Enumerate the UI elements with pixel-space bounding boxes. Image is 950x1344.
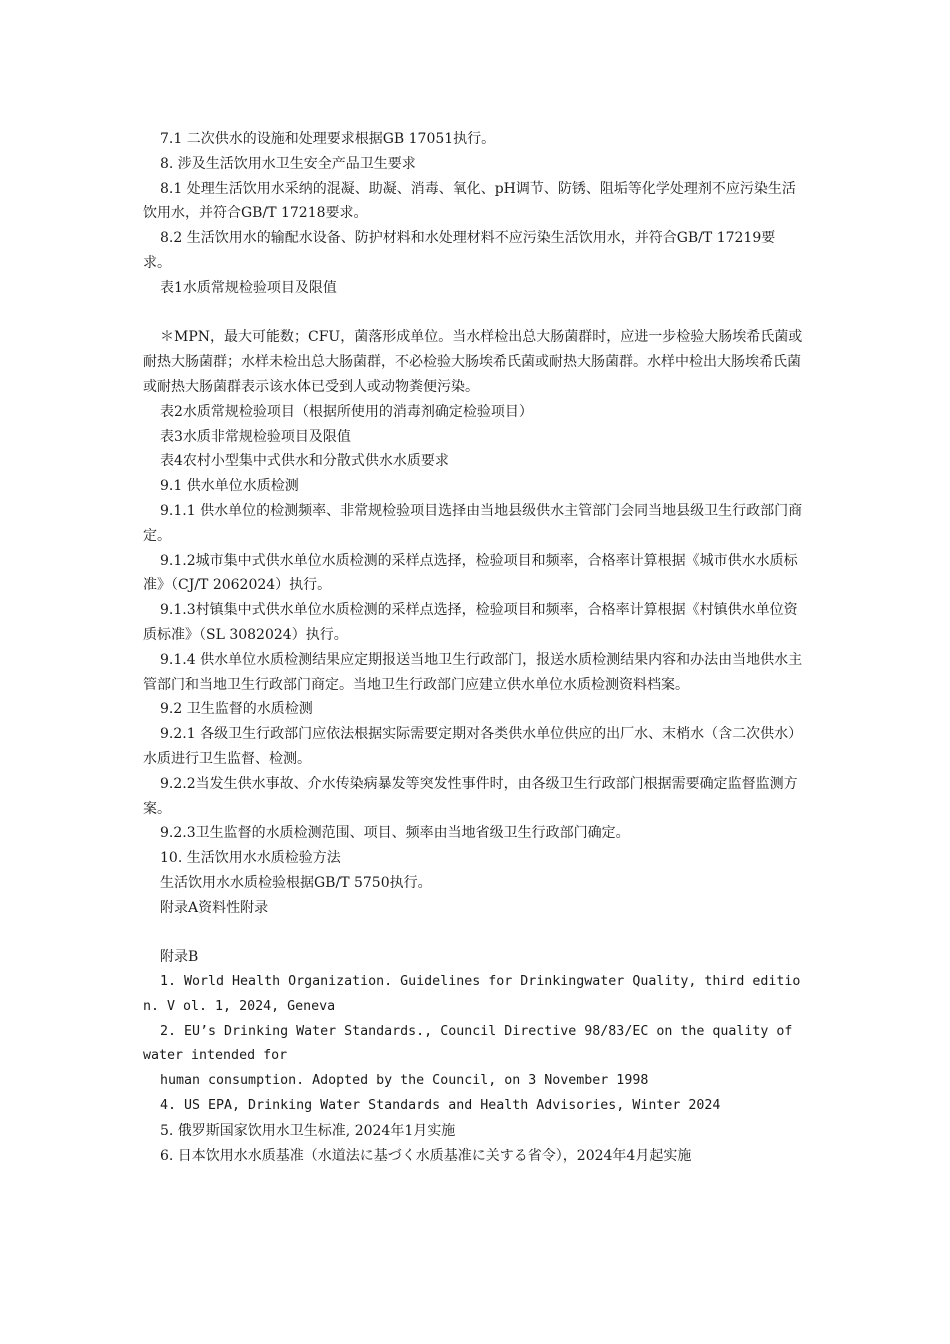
section-9-1-1: 9.1.1 供水单位的检测频率、非常规检验项目选择由当地县级供水主管部门会同当地县级卫生行政部门商定。: [143, 502, 803, 544]
appendix-a-heading: 附录A资料性附录: [160, 899, 269, 916]
table-1-caption: 表1水质常规检验项目及限值: [160, 279, 337, 296]
appendix-b-heading: 附录B: [160, 949, 199, 966]
reference-6: 6. 日本饮用水水质基准（水道法に基づく水质基准に关する省令），2024年4月起实施: [160, 1147, 692, 1164]
section-8-1: 8.1 处理生活饮用水采纳的混凝、助凝、消毒、氧化、pH调节、防锈、阻垢等化学处理剂不应污染生活饮用水，并符合GB/T 17218要求。: [143, 180, 796, 222]
section-9-2-3: 9.2.3卫生监督的水质检测范围、项目、频率由当地省级卫生行政部门确定。: [160, 825, 630, 842]
section-9-1-heading: 9.1 供水单位水质检测: [160, 478, 299, 495]
section-9-1-3: 9.1.3村镇集中式供水单位水质检测的采样点选择，检验项目和频率，合格率计算根据《村镇供水单位资质标准》（SL 3082024）执行。: [143, 602, 798, 643]
spacer: [143, 921, 803, 946]
table-2-caption: 表2水质常规检验项目（根据所使用的消毒剂确定检验项目）: [160, 403, 533, 420]
reference-2: 2. EU’s Drinking Water Standards., Council Directive 98/83/EC on the quality of water intended for: [143, 1023, 793, 1064]
reference-2-continued: human consumption. Adopted by the Council, on 3 November 1998: [160, 1073, 649, 1089]
section-8-heading: 8. 涉及生活饮用水卫生安全产品卫生要求: [160, 155, 416, 172]
section-9-2-2: 9.2.2当发生供水事故、介水传染病暴发等突发性事件时，由各级卫生行政部门根据需要确定监督监测方案。: [143, 775, 798, 817]
section-8-2: 8.2 生活饮用水的输配水设备、防护材料和水处理材料不应污染生活饮用水，并符合GB/T 17219要求。: [143, 230, 776, 271]
section-9-2-1: 9.2.1 各级卫生行政部门应依法根据实际需要定期对各类供水单位供应的出厂水、末梢水（含二次供水）水质进行卫生监督、检测。: [143, 726, 803, 767]
section-10-heading: 10. 生活饮用水水质检验方法: [160, 850, 341, 867]
reference-1: 1. World Health Organization. Guidelines for Drinkingwater Quality, third edition. V ol. 1, 2024, Geneva: [143, 974, 801, 1014]
section-10-body: 生活饮用水水质检验根据GB/T 5750执行。: [160, 874, 432, 891]
reference-5: 5. 俄罗斯国家饮用水卫生标准, 2024年1月实施: [160, 1122, 456, 1139]
table-1-footnote: ＊MPN，最大可能数；CFU，菌落形成单位。当水样检出总大肠菌群时，应进一步检验大肠埃希氏菌或耐热大肠菌群；水样未检出总大肠菌群，不必检验大肠埃希氏菌或耐热大肠菌群。水样中检出大肠埃希氏菌或耐热大肠菌群表示该水体已受到人或动物粪便污染。: [143, 329, 803, 395]
document-page: [143, 127, 803, 1168]
section-7-1: 7.1 二次供水的设施和处理要求根据GB 17051执行。: [160, 131, 496, 147]
section-9-2-heading: 9.2 卫生监督的水质检测: [160, 701, 313, 718]
reference-4: 4. US EPA, Drinking Water Standards and Health Advisories, Winter 2024: [160, 1098, 721, 1114]
section-9-1-4: 9.1.4 供水单位水质检测结果应定期报送当地卫生行政部门，报送水质检测结果内容和办法由当地供水主管部门和当地卫生行政部门商定。当地卫生行政部门应建立供水单位水质检测资料档案。: [143, 651, 803, 693]
spacer: [143, 301, 803, 326]
table-4-caption: 表4农村小型集中式供水和分散式供水水质要求: [160, 453, 449, 470]
table-3-caption: 表3水质非常规检验项目及限值: [160, 428, 351, 445]
section-9-1-2: 9.1.2城市集中式供水单位水质检测的采样点选择，检验项目和频率，合格率计算根据《城市供水水质标准》（CJ/T 2062024）执行。: [143, 552, 798, 594]
